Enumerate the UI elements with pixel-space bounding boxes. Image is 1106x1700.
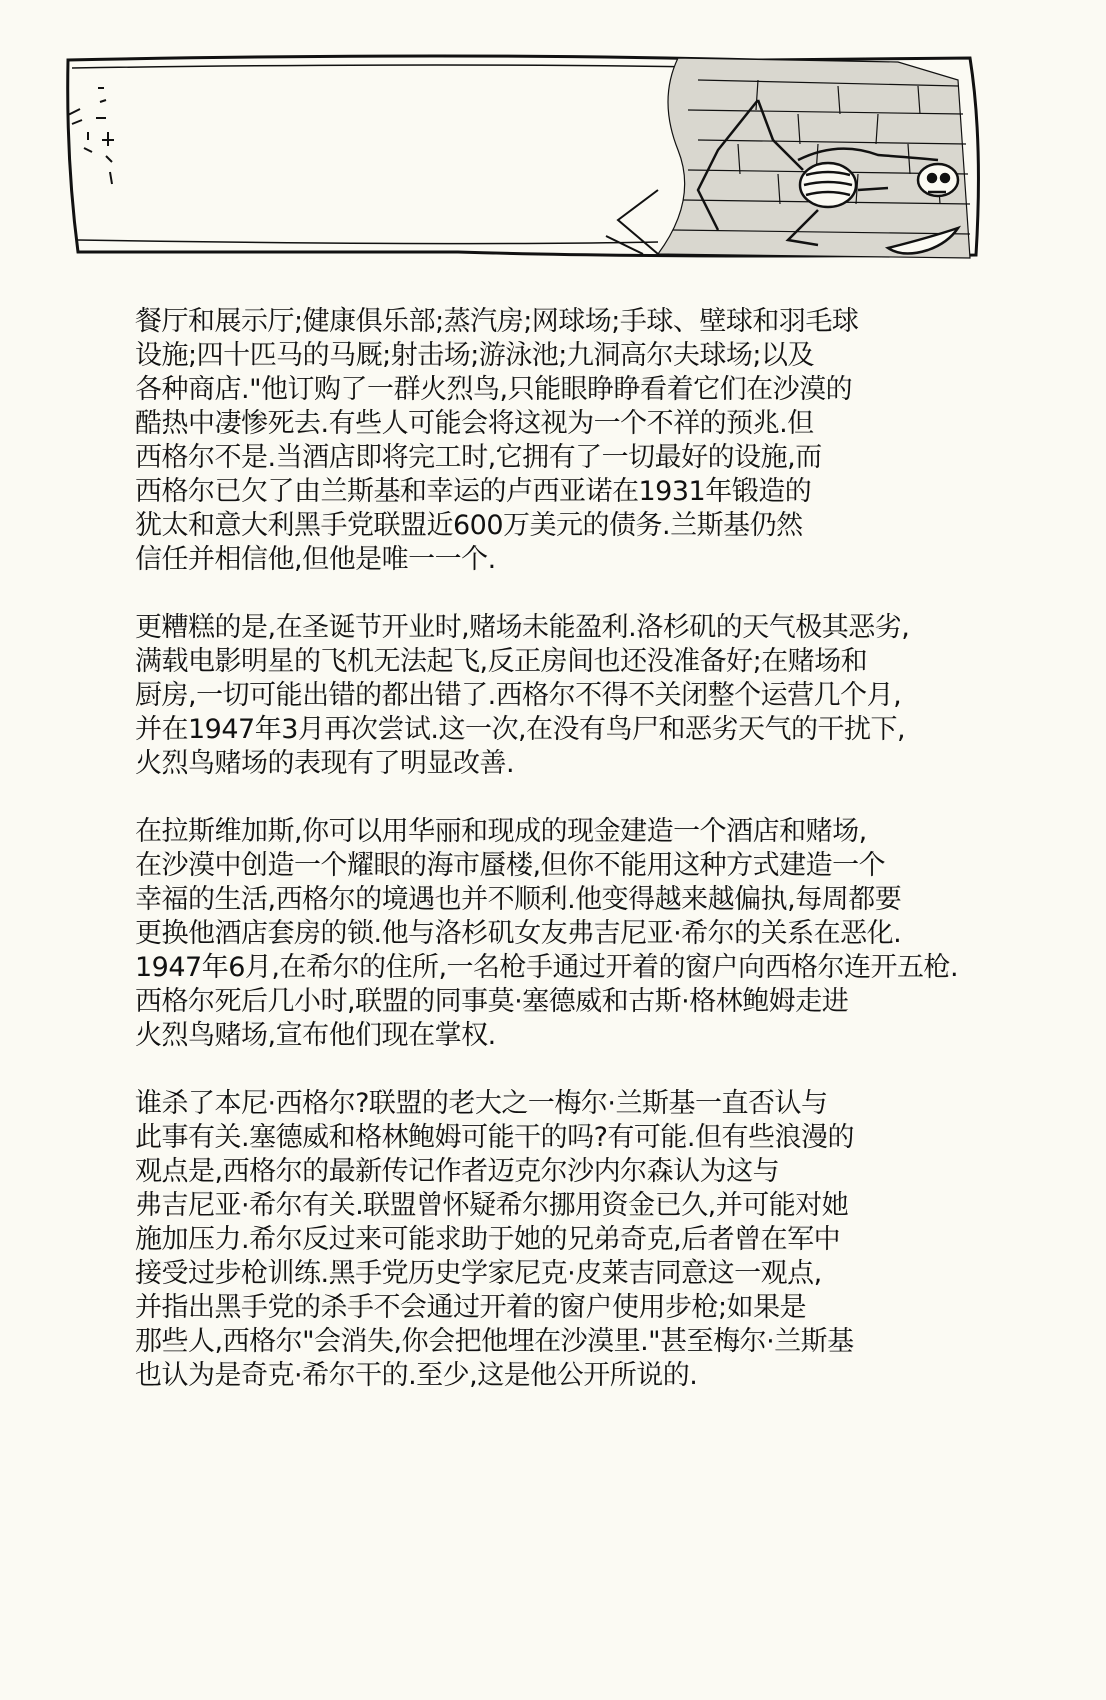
article-body [135, 305, 1065, 1427]
text-line: 此事有关.塞德威和格林鲍姆可能干的吗?有可能.但有些浪漫的 [135, 1122, 854, 1153]
text-line: 厨房,一切可能出错的都出错了.西格尔不得不关闭整个运营几个月, [135, 680, 902, 711]
text-line: 酷热中凄惨死去.有些人可能会将这视为一个不祥的预兆.但 [135, 408, 814, 439]
text-line: 观点是,西格尔的最新传记作者迈克尔沙内尔森认为这与 [135, 1156, 780, 1187]
text-line: 西格尔已欠了由兰斯基和幸运的卢西亚诺在1931年锻造的 [135, 476, 812, 507]
header-illustration [58, 40, 1058, 290]
text-line: 餐厅和展示厅;健康俱乐部;蒸汽房;网球场;手球、壁球和羽毛球 [135, 306, 859, 337]
text-line: 并指出黑手党的杀手不会通过开着的窗户使用步枪;如果是 [135, 1292, 807, 1323]
text-line: 西格尔不是.当酒店即将完工时,它拥有了一切最好的设施,而 [135, 442, 822, 473]
text-line: 火烈鸟赌场的表现有了明显改善. [135, 748, 515, 779]
paragraph-2 [135, 611, 1065, 781]
text-line: 也认为是奇克·希尔干的.至少,这是他公开所说的. [135, 1360, 698, 1391]
text-line: 各种商店."他订购了一群火烈鸟,只能眼睁睁看着它们在沙漠的 [135, 374, 853, 405]
text-line: 更换他酒店套房的锁.他与洛杉矶女友弗吉尼亚·希尔的关系在恶化. [135, 918, 902, 949]
text-line: 设施;四十匹马的马厩;射击场;游泳池;九洞高尔夫球场;以及 [135, 340, 814, 371]
text-line: 幸福的生活,西格尔的境遇也并不顺利.他变得越来越偏执,每周都要 [135, 884, 902, 915]
text-line: 施加压力.希尔反过来可能求助于她的兄弟奇克,后者曾在军中 [135, 1224, 841, 1255]
text-line: 犹太和意大利黑手党联盟近600万美元的债务.兰斯基仍然 [135, 510, 803, 541]
text-line: 火烈鸟赌场,宣布他们现在掌权. [135, 1020, 496, 1051]
text-line: 西格尔死后几小时,联盟的同事莫·塞德威和古斯·格林鲍姆走进 [135, 986, 849, 1017]
text-line: 那些人,西格尔"会消失,你会把他埋在沙漠里."甚至梅尔·兰斯基 [135, 1326, 854, 1357]
text-line: 谁杀了本尼·西格尔?联盟的老大之一梅尔·兰斯基一直否认与 [135, 1088, 828, 1119]
paragraph-1 [135, 305, 1065, 577]
text-line: 弗吉尼亚·希尔有关.联盟曾怀疑希尔挪用资金已久,并可能对她 [135, 1190, 849, 1221]
left-scribble-marks [68, 88, 114, 184]
paragraph-3 [135, 815, 1065, 1053]
text-line: 1947年6月,在希尔的住所,一名枪手通过开着的窗户向西格尔连开五枪. [135, 952, 959, 983]
text-line: 更糟糕的是,在圣诞节开业时,赌场未能盈利.洛杉矶的天气极其恶劣, [135, 612, 910, 643]
text-line: 信任并相信他,但他是唯一一个. [135, 544, 496, 575]
text-line: 在拉斯维加斯,你可以用华丽和现成的现金建造一个酒店和赌场, [135, 816, 867, 847]
text-line: 满载电影明星的飞机无法起飞,反正房间也还没准备好;在赌场和 [135, 646, 868, 677]
text-line: 在沙漠中创造一个耀眼的海市蜃楼,但你不能用这种方式建造一个 [135, 850, 886, 881]
text-line: 接受过步枪训练.黑手党历史学家尼克·皮莱吉同意这一观点, [135, 1258, 822, 1289]
paragraph-4 [135, 1087, 1065, 1393]
text-line: 并在1947年3月再次尝试.这一次,在没有鸟尸和恶劣天气的干扰下, [135, 714, 906, 745]
